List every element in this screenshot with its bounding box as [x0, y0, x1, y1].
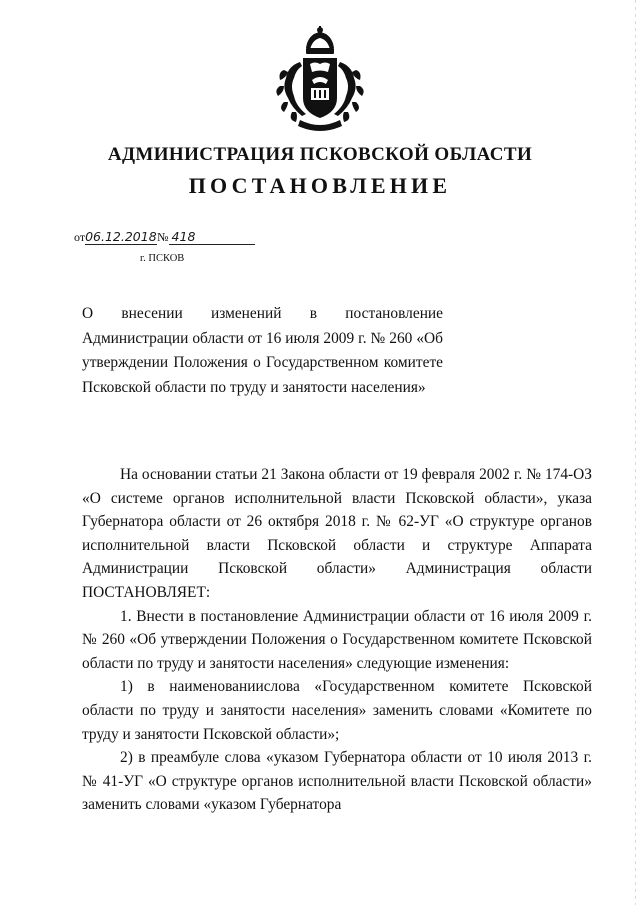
date-field: [85, 230, 157, 245]
city-label: г. ПСКОВ: [140, 253, 185, 264]
number-value: 418: [171, 229, 196, 244]
number-prefix: №: [157, 230, 169, 244]
subitem-1-paragraph: 1) в наименованиислова «Государственном комитете Псковской области по труду и занятости населения» заменить словами «Комитете по труду и занятости Псковской области»;: [82, 678, 592, 743]
scan-edge-line: [635, 0, 636, 905]
preamble-paragraph: На основании статьи 21 Закона области от 19 февраля 2002 г. № 174-ОЗ «О системе органов исполнительной власти Псковской области», указа Губернатора области от 26 октября 2018 г. № 62-УГ «О структуре органов исполнительной власти Псковской области и структуре Аппарата Администрации Псковской области» Администрация области ПОСТАНОВЛЯЕТ:: [82, 466, 592, 601]
document-type-title: ПОСТАНОВЛЕНИЕ: [188, 173, 452, 198]
number-field: [169, 230, 255, 245]
subitem-2-paragraph: 2) в преамбуле слова «указом Губернатора области от 10 июля 2013 г. № 41-УГ «О структуре органов исполнительной власти Псковской области» заменить словами «указом Губернатора: [82, 749, 592, 814]
document-body: [82, 463, 592, 817]
document-subject: О внесении изменений в постановление Администрации области от 16 июля 2009 г. № 260 «Об утверждении Положения о Государственном комитете Псковской области по труду и занятости населения»: [82, 305, 443, 396]
registration-line: [74, 230, 255, 245]
date-value: 06.12.2018: [85, 229, 157, 244]
pskov-coat-of-arms-icon: [270, 26, 370, 134]
date-prefix: от: [74, 230, 86, 244]
organization-title: АДМИНИСТРАЦИЯ ПСКОВСКОЙ ОБЛАСТИ: [107, 144, 533, 165]
item-1-paragraph: 1. Внести в постановление Администрации области от 16 июля 2009 г. № 260 «Об утверждении Положения о Государственном комитете Псковской области по труду и занятости населения» следующие изменения:: [82, 607, 592, 672]
